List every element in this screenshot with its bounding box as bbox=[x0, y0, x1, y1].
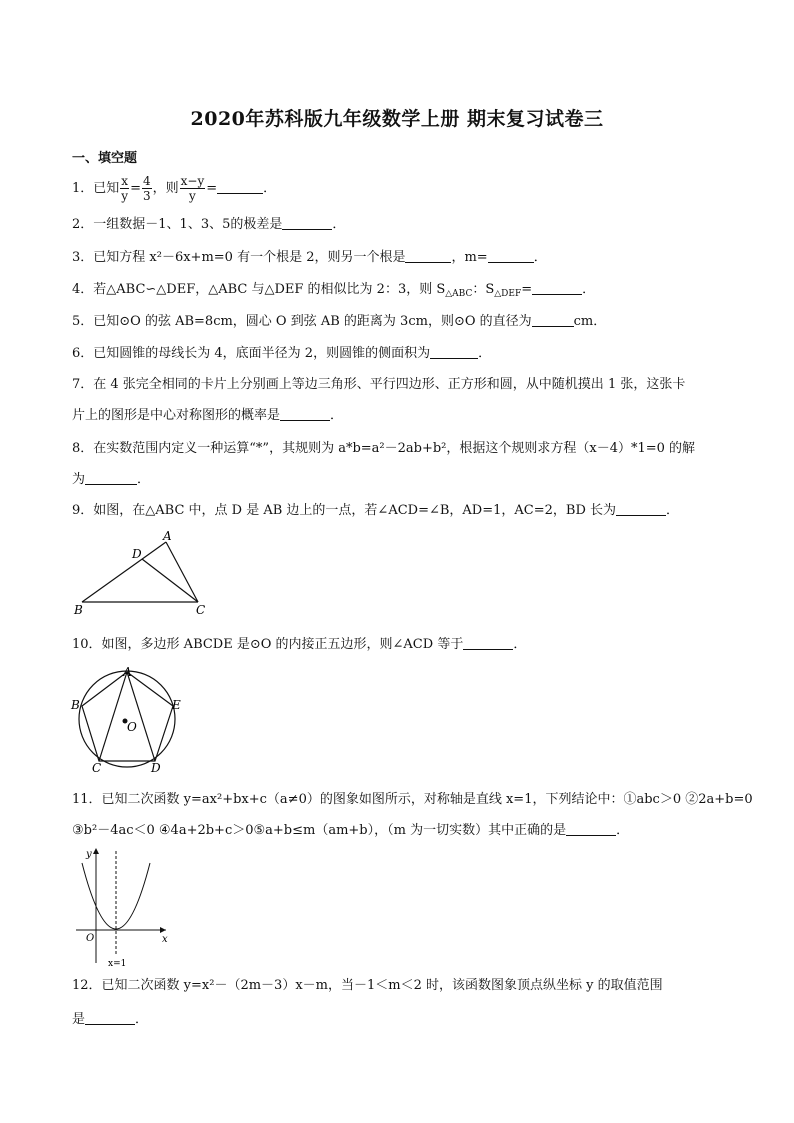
question-5: 5．已知⊙O 的弦 AB=8cm，圆心 O 到弦 AB 的距离为 3cm，则⊙O 的直径为 cm． bbox=[72, 314, 607, 329]
segment-ac bbox=[99, 672, 127, 761]
y-axis-arrow bbox=[93, 848, 99, 854]
label-c: C bbox=[196, 603, 206, 617]
label-a: A bbox=[163, 529, 172, 543]
label-o: O bbox=[86, 933, 95, 944]
question-9: 9．如图，在△ABC 中，点 D 是 AB 边上的一点，若∠ACD=∠B，AD=1，AC=2，BD 长为 ． bbox=[72, 503, 680, 518]
question-1: 1．已知 $\frac{x}{y}$ = $\frac{4}{3}$ ，则 $\frac{x-y}{y}$ = ． bbox=[72, 174, 277, 203]
question-12-line-1: 12．已知二次函数 y=x²－（2m－3）x－m，当－1＜m＜2 时，该函数图象顶点纵坐标 y 的取值范围 bbox=[72, 978, 663, 993]
section-heading: 一、填空题 bbox=[72, 151, 138, 166]
circle-o bbox=[79, 671, 175, 767]
label-x-equals-1: x=1 bbox=[108, 959, 127, 969]
pentagon-in-circle-figure bbox=[68, 664, 188, 776]
question-7-line-1: 7．在 4 张完全相同的卡片上分别画上等边三角形、平行四边形、正方形和圆，从中随机摸出 1 张，这张卡 bbox=[72, 377, 686, 392]
label-d: D bbox=[151, 761, 161, 775]
label-a: A bbox=[123, 665, 132, 679]
label-c: C bbox=[92, 761, 102, 775]
question-12-line-2: 是 ． bbox=[72, 1012, 149, 1027]
page-title: 2020年苏科版九年级数学上册 期末复习试卷三 bbox=[190, 108, 604, 130]
triangle-abc-figure bbox=[72, 528, 217, 618]
label-e: E bbox=[172, 698, 181, 712]
x-axis-arrow bbox=[160, 927, 166, 933]
label-o: O bbox=[127, 720, 137, 734]
fraction-x-over-y: $\frac{x}{y}$ bbox=[121, 174, 129, 203]
answer-blank[interactable] bbox=[282, 217, 332, 230]
question-2: 2．一组数据－1、1、3、5的极差是 ． bbox=[72, 217, 346, 232]
question-11-line-2: ③b²－4ac＜0 ④4a+2b+c＞0⑤a+b≤m（am+b），（m 为一切实数）其中正确的是 ． bbox=[72, 823, 630, 838]
pentagon-abcde bbox=[82, 672, 173, 761]
answer-blank[interactable] bbox=[280, 408, 330, 421]
question-8-line-2: 为 ． bbox=[72, 472, 151, 487]
answer-blank[interactable] bbox=[405, 250, 451, 263]
fraction-x-minus-y-over-y: $\frac{x-y}{y}$ bbox=[180, 174, 205, 203]
segment-ac bbox=[166, 542, 198, 602]
question-3: 3．已知方程 x²－6x+m=0 有一个根是 2，则另一个根是 ，m= ． bbox=[72, 250, 547, 265]
label-y: y bbox=[86, 849, 92, 860]
label-b: B bbox=[74, 603, 83, 617]
segment-dc bbox=[142, 559, 198, 602]
question-4: 4．若△ABC∽△DEF，△ABC 与△DEF 的相似比为 2：3，则 $S_{\triangle ABC}$：$S_{\triangle DEF}=$ ． bbox=[72, 282, 596, 299]
fraction-4-over-3: $\frac{4}{3}$ bbox=[142, 174, 151, 203]
answer-blank[interactable] bbox=[217, 181, 263, 194]
question-11-line-1: 11．已知二次函数 y=ax²+bx+c（a≠0）的图象如图所示，对称轴是直线 x=1，下列结论中：①abc＞0 ②2a+b=0 bbox=[72, 792, 753, 807]
label-b: B bbox=[71, 698, 80, 712]
label-d: D bbox=[132, 547, 142, 561]
question-6: 6．已知圆锥的母线长为 4，底面半径为 2，则圆锥的侧面积为 ． bbox=[72, 346, 492, 361]
answer-blank[interactable] bbox=[488, 250, 534, 263]
answer-blank[interactable] bbox=[532, 282, 582, 295]
label-x: x bbox=[162, 934, 168, 945]
answer-blank[interactable] bbox=[85, 472, 137, 485]
question-10: 10．如图，多边形 ABCDE 是⊙O 的内接正五边形，则∠ACD 等于 ． bbox=[72, 637, 527, 652]
answer-blank[interactable] bbox=[566, 823, 616, 836]
answer-blank[interactable] bbox=[430, 346, 478, 359]
answer-blank[interactable] bbox=[463, 637, 513, 650]
answer-blank[interactable] bbox=[85, 1012, 135, 1025]
parabola-graph-figure bbox=[72, 845, 177, 970]
answer-blank[interactable] bbox=[616, 503, 666, 516]
question-7-line-2: 片上的图形是中心对称图形的概率是 ． bbox=[72, 408, 344, 423]
segment-ad bbox=[127, 672, 155, 761]
question-8-line-1: 8．在实数范围内定义一种运算“*”，其规则为 a*b=a²－2ab+b²，根据这个规则求方程（x－4）*1=0 的解 bbox=[72, 441, 696, 456]
answer-blank[interactable] bbox=[532, 314, 574, 327]
segment-ba bbox=[82, 542, 166, 602]
